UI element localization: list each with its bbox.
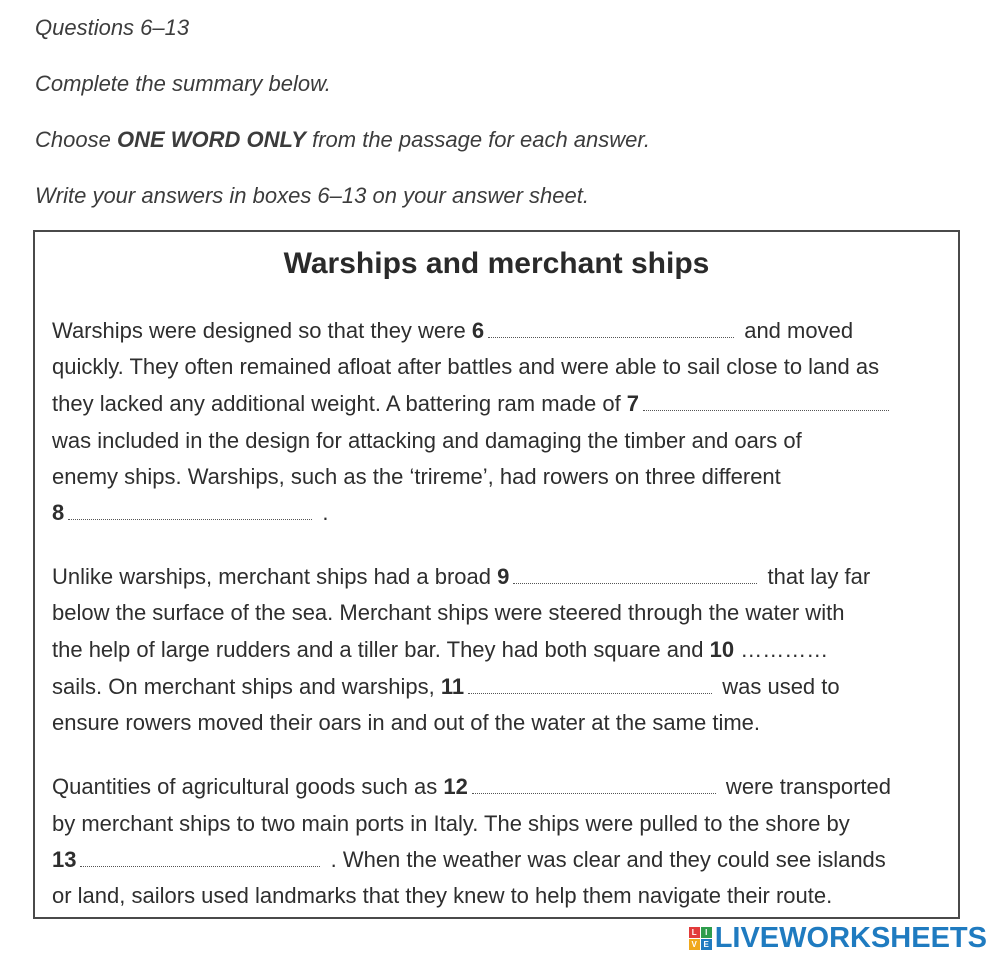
summary-line (52, 774, 891, 800)
summary-line (52, 637, 828, 663)
line-text: they lacked any additional weight. A battering ram made of (52, 391, 627, 416)
answer-gap-6[interactable] (488, 335, 734, 338)
gap-number-11: 11 (440, 674, 465, 699)
instruction-write-answers: Write your answers in boxes 6–13 on your answer sheet. (35, 183, 589, 208)
gap-number-12: 12 (443, 774, 468, 799)
instruction-one-word-only: ONE WORD ONLY (116, 127, 306, 152)
line-text: that lay far (761, 564, 871, 589)
instruction-choose-pre: Choose (35, 127, 117, 152)
summary-line: or land, sailors used landmarks that they knew to help them navigate their route. (52, 883, 833, 908)
summary-title: Warships and merchant ships (283, 247, 710, 280)
instruction-choose-words (35, 127, 650, 153)
summary-line: was included in the design for attacking and damaging the timber and oars of (52, 428, 802, 453)
line-text: and moved (738, 318, 854, 343)
answer-gap-13[interactable] (80, 864, 320, 867)
gap-number-6: 6 (471, 318, 485, 343)
summary-line (52, 847, 886, 873)
logo-letter: V (689, 939, 700, 950)
logo-letter: L (689, 927, 700, 938)
gap-number-7: 7 (626, 391, 640, 416)
answer-gap-7[interactable] (643, 408, 889, 411)
logo-letter: E (701, 939, 712, 950)
instruction-choose-post: from the passage for each answer. (305, 127, 651, 152)
summary-line: quickly. They often remained afloat after battles and were able to sail close to land as (52, 354, 880, 379)
answer-gap-12[interactable] (472, 791, 716, 794)
answer-gap-9[interactable] (513, 581, 757, 584)
logo-letter: I (701, 927, 712, 938)
summary-line: below the surface of the sea. Merchant ships were steered through the water with (52, 600, 845, 625)
answer-gap-11[interactable] (468, 691, 712, 694)
line-text: . When the weather was clear and they could see islands (324, 847, 886, 872)
liveworksheets-logo-icon (689, 927, 712, 950)
line-text: was used to (716, 674, 840, 699)
questions-heading: Questions 6–13 (35, 15, 190, 40)
answer-gap-8[interactable] (68, 517, 312, 520)
summary-line: enemy ships. Warships, such as the ‘trireme’, had rowers on three different (52, 464, 781, 489)
line-text: the help of large rudders and a tiller bar. They had both square and (52, 637, 710, 662)
summary-line: ensure rowers moved their oars in and out of the water at the same time. (52, 710, 761, 735)
answer-gap-10[interactable]: ………… (734, 637, 829, 662)
summary-line (52, 500, 328, 526)
line-text: Warships were designed so that they were (52, 318, 472, 343)
summary-line: by merchant ships to two main ports in Italy. The ships were pulled to the shore by (52, 811, 850, 836)
brand-name: LIVEWORKSHEETS (714, 922, 987, 954)
gap-number-8: 8 (52, 500, 65, 525)
gap-number-9: 9 (497, 564, 510, 589)
liveworksheets-logo (689, 923, 987, 953)
line-text: Unlike warships, merchant ships had a broad (52, 564, 498, 589)
line-text: sails. On merchant ships and warships, (52, 674, 441, 699)
gap-number-13: 13 (52, 847, 77, 872)
line-text: were transported (719, 774, 892, 799)
line-text: . (316, 500, 329, 525)
summary-box (33, 230, 960, 919)
gap-number-10: 10 (709, 637, 735, 662)
summary-line (52, 674, 840, 700)
line-text: Quantities of agricultural goods such as (52, 774, 444, 799)
summary-line (52, 318, 853, 344)
instruction-complete-summary: Complete the summary below. (35, 71, 331, 96)
summary-line (52, 391, 893, 417)
summary-line (52, 564, 870, 590)
